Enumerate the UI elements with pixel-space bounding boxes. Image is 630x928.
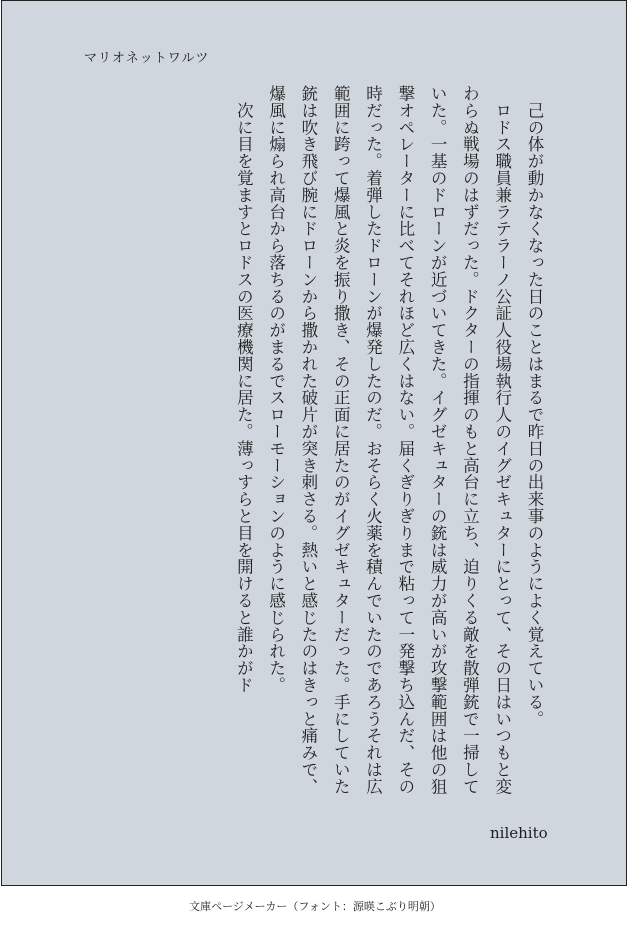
paragraph-2: ロドス職員兼ラテラーノ公証人役場執行人のイグゼキュターにとって、その日はいつもと変わらぬ戦場のはずだった。ドクターの指揮のもと高台に立ち、迫りくる敵を散弾銃で一掃していた。一基のドローンが近づいてきた。イグゼキュターの銃は威力が高いが攻撃範囲は他の狙撃オペレーターに比べてそれほど広くはない。届くぎりぎりまで粘って一発撃ち込んだ、その時だった。着弾したドローンが爆発したのだ。おそらく火薬を積んでいたのであろうそれは広範囲に跨って爆風と炎を振り撒き、その正面に居たのがイグゼキュターだった。手にしていた銃は吹き飛び腕にドローンから撒かれた破片が突き刺さる。熱いと感じたのはきっと痛みで、爆風に煽られ高台から落ちるのがまるでスローモーションのように感じられた。 bbox=[266, 85, 512, 795]
paragraph-1: 己の体が動かなくなった日のことはまるで昨日の出来事のようによく覚えている。 bbox=[525, 85, 544, 728]
paragraph-3: 次に目を覚ますとロドスの医療機関に居た。薄っすらと目を開けると誰かがド bbox=[234, 85, 254, 694]
book-page bbox=[1, 0, 627, 886]
vertical-body-text bbox=[227, 85, 550, 795]
author-name: nilehito bbox=[490, 824, 548, 842]
page-header-title: マリオネットワルツ bbox=[84, 51, 210, 66]
footer-credit: 文庫ページメーカー（フォント：源暎こぶり明朝） bbox=[189, 900, 441, 913]
